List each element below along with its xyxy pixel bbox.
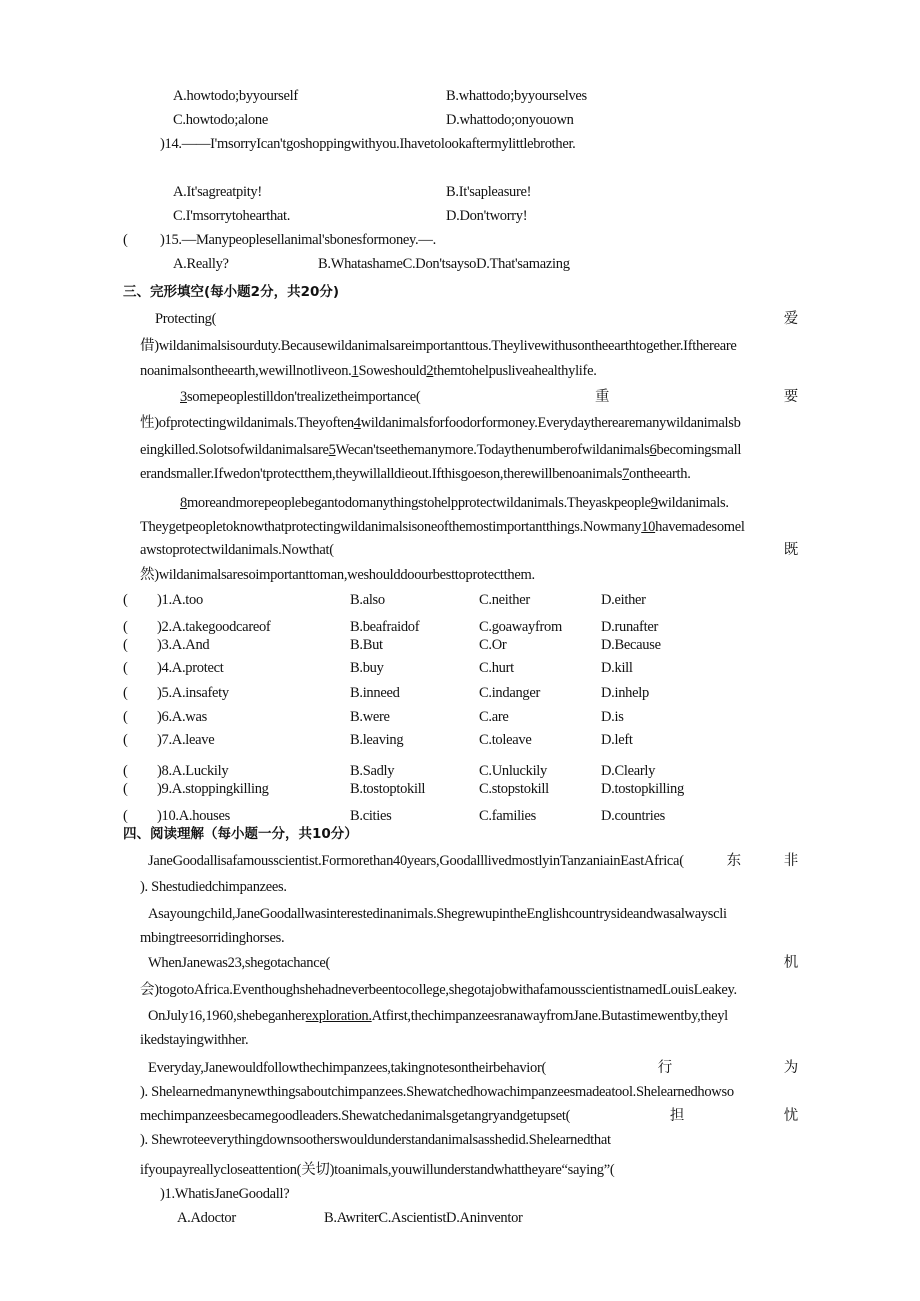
text: Protecting( [155, 311, 217, 327]
reading-line [148, 852, 798, 870]
text: 为 [783, 1060, 798, 1076]
text: becomingsmall [656, 442, 742, 458]
text: Everyday,Janewouldfollowthechimpanzees,takingnotesontheirbehavior( [148, 1060, 547, 1076]
answer-paren[interactable]: ( [123, 660, 128, 676]
reading-line: ikedstayingwithher. [140, 1032, 249, 1048]
answer-paren[interactable]: ( [123, 685, 128, 701]
option-row-8 [123, 762, 823, 780]
text: 性)ofprotectingwildanimals.Theyoften [140, 415, 354, 431]
cloze-line: 然)wildanimalsaresoimportanttoman,weshoulddoourbesttoprotectthem. [140, 567, 535, 583]
blank-3: 3 [180, 389, 187, 405]
option-c: C.families [479, 808, 537, 824]
text: themtohelpusliveahealthylife. [433, 363, 597, 379]
option-row-10 [123, 807, 823, 825]
section3-title: 三、完形填空(每小题2分，共20分) [123, 284, 340, 300]
text: ontheearth. [629, 466, 691, 482]
text: mechimpanzeesbecamegoodleaders.Shewatchedanimalsgetangryandgetupset( [140, 1108, 571, 1124]
option-c: C.Or [479, 637, 507, 653]
blank-4: 4 [353, 415, 361, 431]
option-a: )10.A.houses [157, 808, 230, 824]
option-b: B.tostoptokill [350, 781, 426, 797]
q14-stem: )14.——I'msorryIcan'tgoshoppingwithyou.Ihavetolookaftermylittlebrother. [160, 136, 576, 152]
option-d: D.Because [601, 637, 661, 653]
q13-option-b: B.whattodo;byyourselves [446, 88, 587, 104]
option-c: C.Unluckily [479, 763, 547, 779]
option-d: D.inhelp [601, 685, 649, 701]
answer-paren[interactable]: ( [123, 781, 128, 797]
option-a: )2.A.takegoodcareof [157, 619, 271, 635]
text: wildanimalsforfoodorformoney.Everydaytherearemanywildanimalsb [360, 415, 741, 431]
option-c: C.toleave [479, 732, 532, 748]
option-c: C.goawayfrom [479, 619, 562, 635]
option-b: B.beafraidof [350, 619, 420, 635]
reading-line [140, 1107, 798, 1125]
option-b: B.buy [350, 660, 384, 676]
cloze-line [180, 494, 729, 512]
text: 既 [783, 542, 798, 558]
text: Wecan'tseethemanymore.Todaythenumberofwildanimals [335, 442, 650, 458]
option-c: C.hurt [479, 660, 514, 676]
cloze-line: 借)wildanimalsisourduty.Becausewildanimalsareimportanttous.Theylivewithusontheearthtogether.Ifthereare [140, 338, 737, 354]
cloze-line [140, 441, 741, 459]
blank-8: 8 [180, 495, 187, 511]
cloze-line [140, 465, 691, 483]
option-a: )7.A.leave [157, 732, 215, 748]
answer-paren[interactable]: ( [123, 763, 128, 779]
reading-q1-stem: )1.WhatisJaneGoodall? [160, 1186, 290, 1202]
text: 忧 [783, 1108, 798, 1124]
text: eingkilled.Solotsofwildanimalsare [140, 442, 329, 458]
q15-stem: )15.—Manypeoplesellanimal'sbonesformoney.—. [160, 232, 436, 248]
text: WhenJanewas23,shegotachance( [148, 955, 331, 971]
blank-6: 6 [649, 442, 657, 458]
q15-options-bcd: B.WhatashameC.Don'tsaysoD.That'samazing [318, 256, 570, 272]
option-d: D.countries [601, 808, 665, 824]
answer-paren[interactable]: ( [123, 732, 128, 748]
option-d: D.Clearly [601, 763, 656, 779]
cloze-line [140, 362, 597, 380]
text: erandsmaller.Ifwedon'tprotectthem,theywillalldieout.Ifthisgoeson,therewillbenoanimals [140, 466, 623, 482]
text: 非 [783, 853, 798, 869]
reading-line [148, 1059, 798, 1077]
text: 行 [657, 1060, 672, 1076]
text: Soweshould [358, 363, 427, 379]
option-b: B.also [350, 592, 385, 608]
cloze-line [140, 414, 741, 432]
q14-option-a: A.It'sagreatpity! [173, 184, 262, 200]
text: 机 [783, 955, 798, 971]
option-c: C.are [479, 709, 509, 725]
option-d: D.either [601, 592, 646, 608]
cloze-line [180, 388, 798, 406]
option-b: B.leaving [350, 732, 404, 748]
option-d: D.is [601, 709, 624, 725]
option-row-9 [123, 780, 823, 798]
reading-line: ). Shewroteeverythingdownsootherswouldunderstandanimalsasshedid.Shelearnedthat [140, 1132, 611, 1148]
cloze-line [140, 518, 745, 536]
reading-line: 会)togotoAfrica.Eventhoughshehadneverbeentocollege,shegotajobwithafamousscientistnamedLouisLeakey. [140, 982, 737, 998]
text: havemadesomel [655, 519, 745, 535]
answer-paren[interactable]: ( [123, 637, 128, 653]
reading-line: ). Shelearnedmanynewthingsaboutchimpanzees.Shewatchedhowachimpanzeesmadeatool.Shelearnedhowso [140, 1084, 734, 1100]
option-row-3 [123, 636, 823, 654]
option-c: C.indanger [479, 685, 541, 701]
reading-line: mbingtreesorridinghorses. [140, 930, 285, 946]
q14-option-b: B.It'sapleasure! [446, 184, 532, 200]
option-a: )8.A.Luckily [157, 763, 229, 779]
reading-q1-options-bcd: B.AwriterC.AscientistD.Aninventor [324, 1210, 523, 1226]
option-c: C.stopstokill [479, 781, 549, 797]
text: Theygetpeopletoknowthatprotectingwildanimalsisoneofthemostimportantthings.Nowmany [140, 519, 642, 535]
option-row-7 [123, 731, 823, 749]
option-row-5 [123, 684, 823, 702]
answer-paren[interactable]: ( [123, 592, 128, 608]
option-b: B.Sadly [350, 763, 395, 779]
q15-paren: ( [123, 232, 128, 248]
text: OnJuly16,1960,shebeganher [148, 1008, 306, 1024]
q15-option-a: A.Really? [173, 256, 229, 272]
text [180, 388, 420, 406]
reading-line: ifyoupayreallycloseattention(关切)toanimals,youwillunderstandwhattheyare“saying”( [140, 1162, 615, 1178]
text: 担 [669, 1108, 685, 1124]
option-a: )4.A.protect [157, 660, 224, 676]
text: 爱 [783, 311, 798, 327]
option-b: B.cities [350, 808, 392, 824]
reading-line: Asayoungchild,JaneGoodallwasinterestedinanimals.ShegrewupintheEnglishcountrysideandwasalwayscli [148, 906, 727, 922]
option-a: )6.A.was [157, 709, 207, 725]
reading-line: ). Shestudiedchimpanzees. [140, 879, 287, 895]
text: 重 [595, 389, 610, 405]
text: somepeoplestilldon'trealizetheimportance( [186, 389, 421, 405]
blank-5: 5 [328, 442, 336, 458]
reading-line [148, 1007, 728, 1025]
option-d: D.runafter [601, 619, 658, 635]
cloze-line [155, 310, 798, 328]
text: 要 [783, 389, 798, 405]
option-row-4 [123, 659, 823, 677]
option-a: )1.A.too [157, 592, 203, 608]
cloze-line [140, 541, 798, 559]
answer-paren[interactable]: ( [123, 808, 128, 824]
blank-9: 9 [650, 495, 658, 511]
text: wildanimals. [657, 495, 729, 511]
option-a: )9.A.stoppingkilling [157, 781, 269, 797]
blank-7: 7 [622, 466, 630, 482]
text: Atfirst,thechimpanzeesranawayfromJane.Butastimewentby,theyl [371, 1008, 728, 1024]
option-b: B.But [350, 637, 383, 653]
text: JaneGoodallisafamousscientist.Formorethan40years,GoodalllivedmostlyinTanzaniainEastAfrica( [148, 853, 684, 869]
text: awstoprotectwildanimals.Nowthat( [140, 542, 334, 558]
option-c: C.neither [479, 592, 530, 608]
option-b: B.inneed [350, 685, 400, 701]
option-d: D.left [601, 732, 633, 748]
option-d: D.tostopkilling [601, 781, 684, 797]
q13-option-d: D.whattodo;onyouown [446, 112, 574, 128]
q14-option-d: D.Don'tworry! [446, 208, 528, 224]
text: moreandmorepeoplebegantodomanythingstohelpprotectwildanimals.Theyaskpeople [186, 495, 651, 511]
reading-q1-option-a: A.Adoctor [177, 1210, 236, 1226]
option-a: )5.A.insafety [157, 685, 229, 701]
blank-2: 2 [426, 363, 434, 379]
answer-paren[interactable]: ( [123, 619, 128, 635]
text: noanimalsontheearth,wewillnotliveon. [140, 363, 352, 379]
section4-title: 四、阅读理解（每小题一分，共10分） [123, 826, 358, 842]
option-row-2 [123, 618, 823, 636]
q14-option-c: C.I'msorrytohearthat. [173, 208, 291, 224]
blank-1: 1 [351, 363, 359, 379]
option-row-1 [123, 591, 823, 609]
answer-paren[interactable]: ( [123, 709, 128, 725]
option-row-6 [123, 708, 823, 726]
blank-10: 10 [641, 519, 656, 535]
option-a: )3.A.And [157, 637, 210, 653]
text: 东 [726, 853, 741, 869]
option-b: B.were [350, 709, 390, 725]
underlined-word: exploration. [305, 1008, 372, 1024]
reading-line [148, 954, 798, 972]
q13-option-c: C.howtodo;alone [173, 112, 268, 128]
option-d: D.kill [601, 660, 633, 676]
q13-option-a: A.howtodo;byyourself [173, 88, 298, 104]
